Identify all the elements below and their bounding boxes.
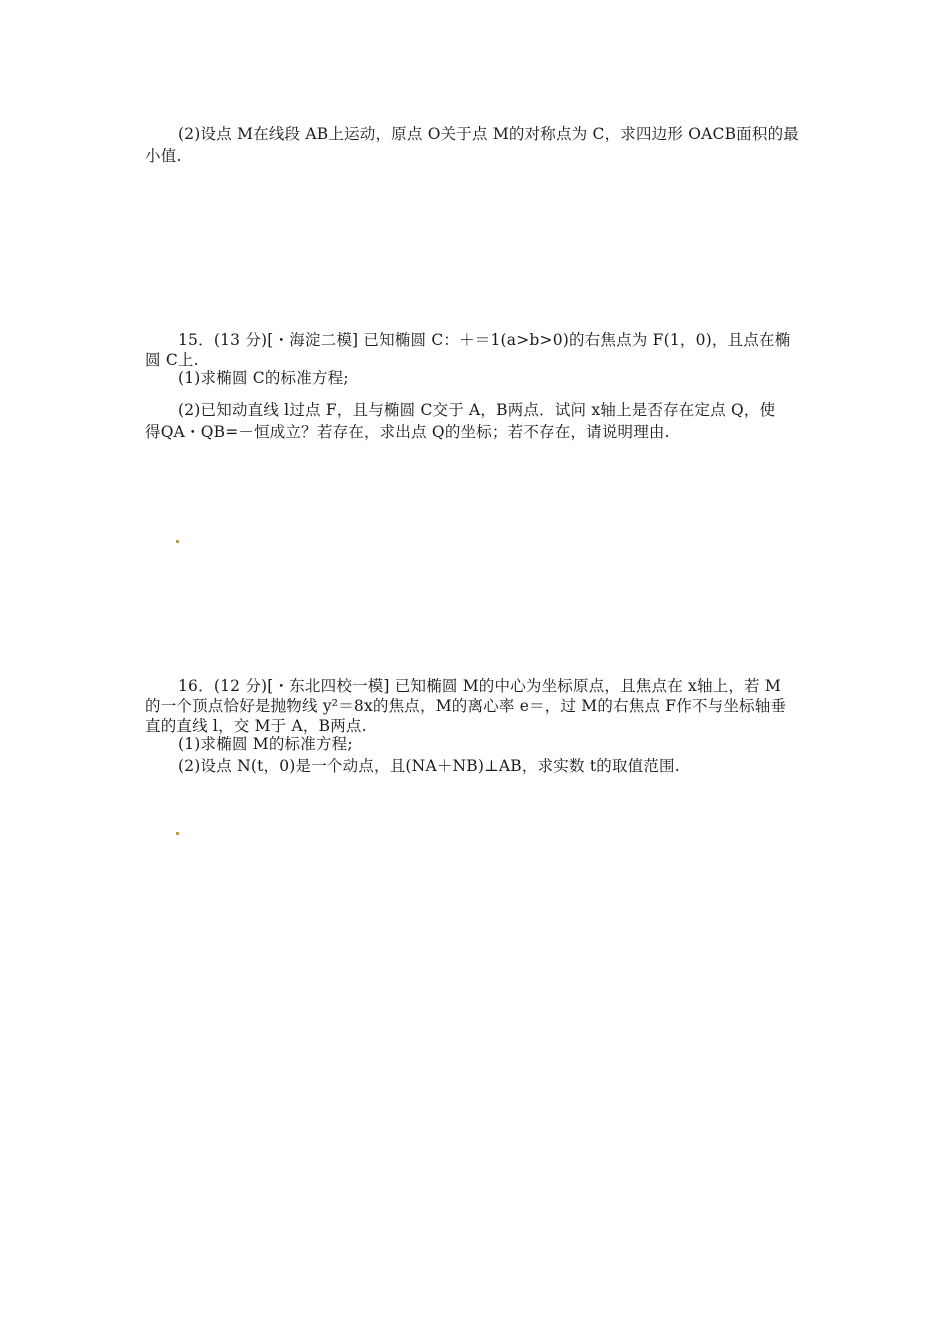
problem15-stem-line1: 15．(13 分)[・海淀二模] 已知椭圆 C：＋＝1(a>b>0)的右焦点为 F(1，0)，且点在椭 [178, 331, 791, 349]
problem15-part2-line2: 得QA・QB=－恒成立？若存在，求出点 Q的坐标；若不存在，请说明理由. [145, 423, 670, 441]
marker-dot [176, 832, 179, 835]
marker-dot [176, 540, 179, 543]
problem16-stem-line1: 16．(12 分)[・东北四校一模] 已知椭圆 M的中心为坐标原点，且焦点在 x轴上，若 M [178, 677, 781, 695]
problem16-part2: (2)设点 N(t，0)是一个动点，且(NA＋NB)⊥AB，求实数 t的取值范围. [178, 757, 680, 775]
problem15-stem-line2: 圆 C上. [145, 351, 199, 369]
problem16-stem-line2: 的一个顶点恰好是抛物线 y²＝8x的焦点，M的离心率 e＝，过 M的右焦点 F作不与坐标轴垂 [145, 697, 787, 715]
problem16-part1: (1)求椭圆 M的标准方程; [178, 735, 353, 753]
problem15-part2-line1: (2)已知动直线 l过点 F，且与椭圆 C交于 A，B两点．试问 x轴上是否存在定点 Q，使 [178, 401, 776, 419]
problem14-part2-line1: (2)设点 M在线段 AB上运动，原点 O关于点 M的对称点为 C，求四边形 OACB面积的最 [178, 125, 799, 143]
problem15-part1: (1)求椭圆 C的标准方程; [178, 369, 349, 387]
problem14-part2-line2: 小值. [145, 147, 182, 165]
problem16-stem-line3: 直的直线 l，交 M于 A，B两点. [145, 717, 367, 735]
